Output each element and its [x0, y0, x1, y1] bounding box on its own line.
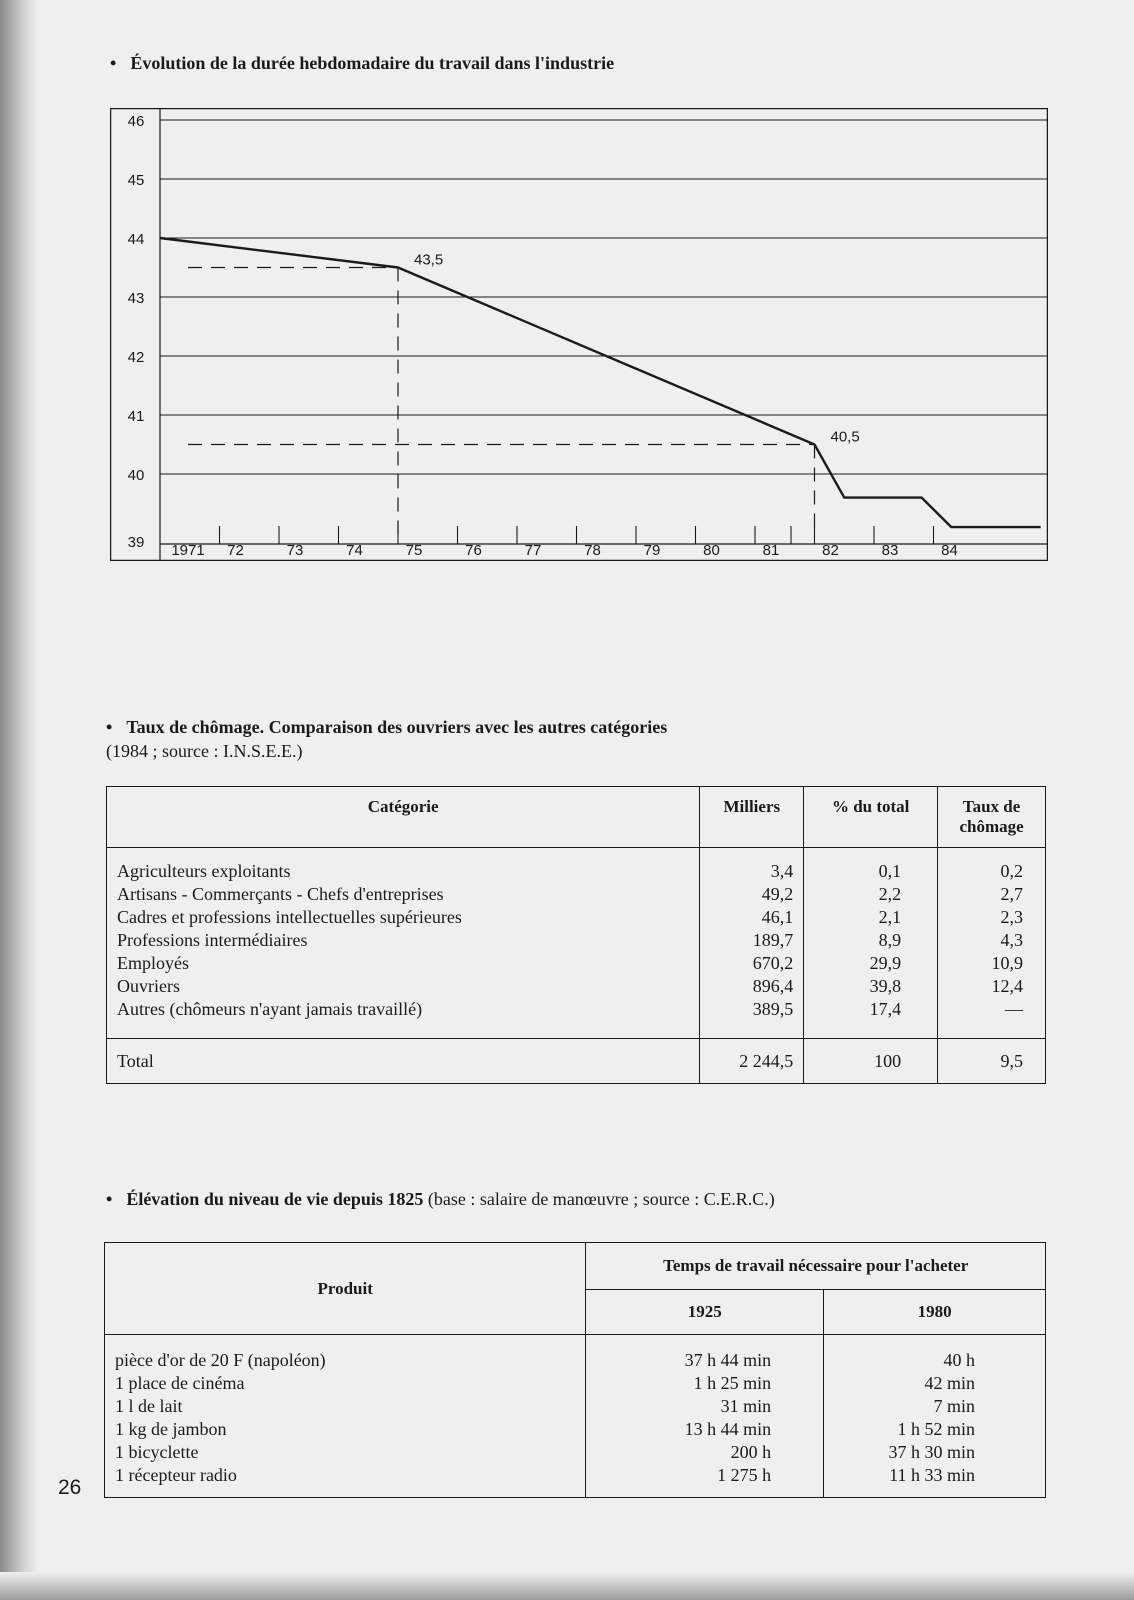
rate-cell: 4,3 — [1000, 930, 1023, 950]
x-tick-label: 1971 — [171, 542, 205, 559]
time-1925-cell: 1 h 25 min — [693, 1373, 772, 1393]
time-1925-cell: 31 min — [720, 1396, 772, 1416]
x-tick-label: 75 — [405, 542, 423, 559]
product-cell: 1 récepteur radio — [115, 1465, 237, 1485]
rate-cell: 0,2 — [1000, 861, 1023, 881]
page-bottom-shadow — [0, 1572, 1134, 1600]
header-1925: 1925 — [586, 1290, 824, 1335]
total-thousands: 2 244,5 — [700, 1039, 804, 1084]
table-body-row — [107, 848, 1046, 1039]
percent-column — [804, 848, 938, 1039]
percent-cell: 8,9 — [878, 930, 902, 950]
thousands-cell: 46,1 — [761, 907, 794, 927]
rate-column — [938, 848, 1046, 1039]
category-cell: Ouvriers — [117, 976, 180, 996]
x-tick-label: 80 — [703, 542, 720, 559]
x-tick-label: 72 — [227, 542, 244, 559]
bullet: • — [106, 1189, 113, 1209]
header-product: Produit — [105, 1243, 586, 1335]
data-label: 40,5 — [830, 428, 860, 446]
x-tick-label: 82 — [822, 542, 839, 559]
time-1925-cell: 1 275 h — [717, 1465, 772, 1485]
rate-cell: — — [1005, 999, 1023, 1019]
category-cell: Artisans - Commerçants - Chefs d'entreprises — [117, 884, 444, 904]
table-header-row — [107, 787, 1046, 848]
bullet: • — [106, 717, 113, 737]
x-tick-label: 76 — [465, 542, 482, 559]
living-heading-rest: (base : salaire de manœuvre ; source : C.E.R.C.) — [427, 1189, 775, 1209]
header-thousands: Milliers — [700, 787, 804, 848]
x-tick-label: 73 — [286, 542, 304, 559]
unemployment-subheading: (1984 ; source : I.N.S.E.E.) — [106, 741, 303, 761]
rate-cell: 2,3 — [1000, 907, 1023, 927]
category-cell: Autres (chômeurs n'ayant jamais travaillé) — [117, 999, 423, 1019]
y-tick-label: 42 — [127, 349, 145, 366]
percent-cell: 39,8 — [869, 976, 902, 996]
total-rate: 9,5 — [938, 1039, 1046, 1084]
product-cell: pièce d'or de 20 F (napoléon) — [115, 1350, 326, 1370]
thousands-cell: 189,7 — [752, 930, 794, 950]
x-tick-label: 83 — [881, 542, 899, 559]
thousands-cell: 389,5 — [752, 999, 794, 1019]
thousands-cell: 49,2 — [761, 884, 794, 904]
y-tick-label: 45 — [127, 172, 145, 189]
time-1980-cell: 7 min — [933, 1396, 975, 1416]
data-label: 43,5 — [414, 251, 444, 269]
bullet: • — [110, 53, 117, 73]
series-line — [160, 238, 1041, 527]
unemployment-heading-text: Taux de chômage. Comparaison des ouvriers avec les autres catégories — [126, 717, 668, 737]
y-tick-label: 39 — [127, 534, 145, 551]
work-hours-chart — [110, 108, 1048, 561]
chart-heading — [110, 52, 614, 75]
col-1980 — [824, 1335, 1046, 1498]
header-1980: 1980 — [824, 1290, 1046, 1335]
x-tick-label: 77 — [524, 542, 542, 559]
table-header-row — [105, 1243, 1046, 1290]
product-column — [105, 1335, 586, 1498]
time-1980-cell: 37 h 30 min — [888, 1442, 975, 1462]
col-1925 — [586, 1335, 824, 1498]
page-binding-shadow — [0, 0, 38, 1600]
header-time: Temps de travail nécessaire pour l'acheter — [586, 1243, 1046, 1290]
percent-cell: 0,1 — [878, 861, 902, 881]
category-cell: Employés — [117, 953, 189, 973]
time-1980-cell: 11 h 33 min — [889, 1465, 975, 1485]
y-tick-label: 44 — [127, 231, 145, 248]
category-cell: Cadres et professions intellectuelles supérieures — [117, 907, 462, 927]
y-tick-label: 41 — [127, 408, 145, 425]
category-cell: Agriculteurs exploitants — [117, 861, 291, 881]
total-percent: 100 — [804, 1039, 938, 1084]
unemployment-table — [106, 786, 1046, 1084]
header-rate: Taux de chômage — [938, 787, 1046, 848]
time-1925-cell: 13 h 44 min — [684, 1419, 772, 1439]
header-percent: % du total — [804, 787, 938, 848]
percent-cell: 29,9 — [869, 953, 902, 973]
living-heading — [106, 1188, 775, 1211]
x-tick-label: 78 — [584, 542, 601, 559]
time-1980-cell: 42 min — [924, 1373, 975, 1393]
percent-cell: 17,4 — [869, 999, 902, 1019]
chart-svg — [110, 108, 1048, 561]
y-tick-label: 43 — [127, 290, 145, 307]
time-1925-cell: 200 h — [730, 1442, 772, 1462]
thousands-column — [700, 848, 804, 1039]
product-cell: 1 bicyclette — [115, 1442, 199, 1462]
x-tick-label: 74 — [346, 542, 363, 559]
chart-frame — [111, 109, 1048, 561]
percent-cell: 2,1 — [878, 907, 902, 927]
thousands-cell: 670,2 — [752, 953, 794, 973]
x-tick-label: 84 — [941, 542, 958, 559]
table-total-row — [107, 1039, 1046, 1084]
page-number: 26 — [58, 1476, 82, 1499]
rate-cell: 12,4 — [991, 976, 1023, 996]
x-tick-label: 81 — [762, 542, 780, 559]
rate-cell: 10,9 — [991, 953, 1023, 973]
chart-heading-text: Évolution de la durée hebdomadaire du travail dans l'industrie — [130, 53, 615, 73]
table-body-row — [105, 1335, 1046, 1498]
product-cell: 1 place de cinéma — [115, 1373, 245, 1393]
product-cell: 1 l de lait — [115, 1396, 183, 1416]
category-column — [107, 848, 700, 1039]
thousands-cell: 896,4 — [752, 976, 794, 996]
y-tick-label: 40 — [127, 467, 145, 484]
x-tick-label: 79 — [643, 542, 661, 559]
total-label: Total — [107, 1039, 700, 1084]
living-heading-bold: Élévation du niveau de vie depuis 1825 — [126, 1189, 424, 1209]
time-1980-cell: 40 h — [943, 1350, 975, 1370]
percent-cell: 2,2 — [878, 884, 902, 904]
rate-cell: 2,7 — [1000, 884, 1023, 904]
thousands-cell: 3,4 — [770, 861, 794, 881]
category-cell: Professions intermédiaires — [117, 930, 308, 950]
living-standard-table — [104, 1242, 1046, 1498]
product-cell: 1 kg de jambon — [115, 1419, 227, 1439]
y-tick-label: 46 — [127, 113, 145, 130]
time-1925-cell: 37 h 44 min — [684, 1350, 772, 1370]
time-1980-cell: 1 h 52 min — [897, 1419, 975, 1439]
header-category: Catégorie — [107, 787, 700, 848]
unemployment-heading — [106, 716, 667, 739]
